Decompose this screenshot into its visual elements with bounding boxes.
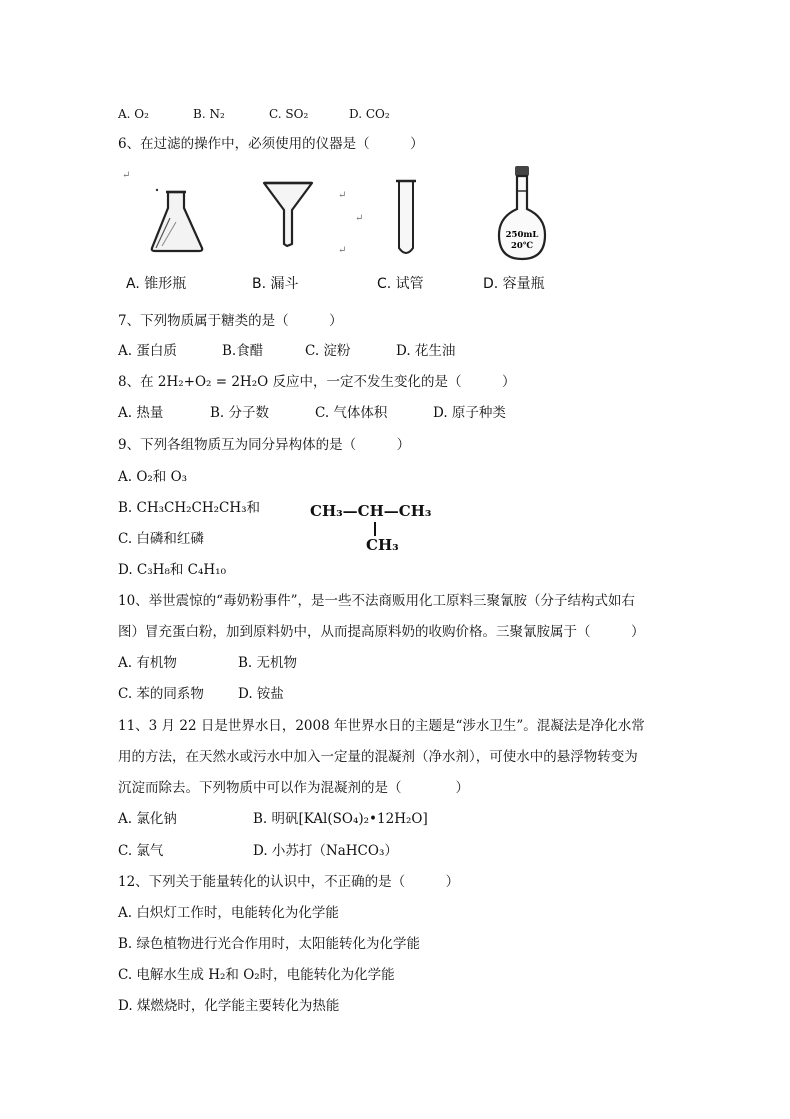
q9-option-a: A. O₂和 O₃ <box>118 469 188 485</box>
q10-option-c: C. 苯的同系物 <box>118 686 204 702</box>
q11-option-b: B. 明矾[KAl(SO₄)₂•12H₂O] <box>253 811 428 827</box>
structure-branch: CH₃ <box>366 536 399 554</box>
q8-options <box>118 404 506 422</box>
q11-line2: 用的方法，在天然水或污水中加入一定量的混凝剂（净水剂），可使水中的悬浮物转变为 <box>118 749 638 765</box>
isobutane-structure <box>310 498 460 563</box>
q6-caption-c: C. 试管 <box>377 276 424 292</box>
conical-flask-icon <box>148 188 206 254</box>
q11-options-row2 <box>118 842 398 860</box>
q11-option-c: C. 氯气 <box>118 843 164 859</box>
structure-bond <box>374 522 376 536</box>
q7-option-d: D. 花生油 <box>396 343 456 359</box>
q9-option-c: C. 白磷和红磷 <box>118 531 204 547</box>
q11-option-d: D. 小苏打（NaHCO₃） <box>253 843 398 859</box>
q12-option-d: D. 煤燃烧时，化学能主要转化为热能 <box>118 998 340 1014</box>
q8-option-c: C. 气体体积 <box>315 405 388 421</box>
q10-line1: 10、举世震惊的“毒奶粉事件”，是一些不法商贩用化工原料三聚氰胺（分子结构式如右 <box>118 593 635 609</box>
test-tube-icon <box>394 178 418 258</box>
q5-option-a: A. O₂ <box>118 107 149 121</box>
q8-option-b: B. 分子数 <box>210 405 270 421</box>
q6-caption-a: A. 锥形瓶 <box>126 276 187 292</box>
q10-option-a: A. 有机物 <box>118 655 177 671</box>
q6-caption-b: B. 漏斗 <box>252 276 299 292</box>
q8-stem: 8、在 2H₂+O₂ = 2H₂O 反应中，一定不发生变化的是（ ） <box>118 374 516 390</box>
q12-option-a: A. 白炽灯工作时，电能转化为化学能 <box>118 905 339 921</box>
q7-stem: 7、下列物质属于糖类的是（ ） <box>118 313 343 329</box>
q10-options-row2 <box>118 685 284 703</box>
q9-option-b: B. CH₃CH₂CH₂CH₃和 <box>118 500 261 516</box>
q10-option-b: B. 无机物 <box>238 655 298 671</box>
q12-option-c: C. 电解水生成 H₂和 O₂时，电能转化为化学能 <box>118 967 395 983</box>
q5-option-b: B. N₂ <box>193 107 225 121</box>
q8-option-a: A. 热量 <box>118 405 164 421</box>
q11-line3: 沉淀而除去。下列物质中可以作为混凝剂的是（ ） <box>118 780 469 796</box>
q7-option-a: A. 蛋白质 <box>118 343 177 359</box>
q5-options <box>118 105 390 123</box>
return-mark: ↵ <box>338 190 347 201</box>
q9-stem: 9、下列各组物质互为同分异构体的是（ ） <box>118 437 411 453</box>
q6-caption-d: D. 容量瓶 <box>483 276 545 292</box>
return-mark: ↵ <box>355 213 364 224</box>
flask-temp-label: 20℃ <box>510 241 534 251</box>
q10-line2: 图）冒充蛋白粉，加到原料奶中，从而提高原料奶的收购价格。三聚氰胺属于（ ） <box>118 624 645 640</box>
q9-option-d: D. C₃H₈和 C₄H₁₀ <box>118 562 226 578</box>
q5-option-d: D. CO₂ <box>349 107 390 121</box>
q8-option-d: D. 原子种类 <box>433 405 506 421</box>
flask-volume-label: 250mL <box>505 230 539 240</box>
q7-option-c: C. 淀粉 <box>305 343 351 359</box>
return-mark: ↵ <box>338 245 347 256</box>
q11-option-a: A. 氯化钠 <box>118 811 177 827</box>
q7-option-b: B.食醋 <box>222 343 264 359</box>
q12-option-b: B. 绿色植物进行光合作用时，太阳能转化为化学能 <box>118 936 421 952</box>
q6-stem: 6、在过滤的操作中，必须使用的仪器是（ ） <box>118 136 424 152</box>
q12-stem: 12、下列关于能量转化的认识中，不正确的是（ ） <box>118 874 460 890</box>
structure-main-chain: CH₃—CH—CH₃ <box>310 502 432 520</box>
q5-option-c: C. SO₂ <box>269 107 309 121</box>
funnel-icon <box>262 180 314 248</box>
q11-line1: 11、3 月 22 日是世界水日，2008 年世界水日的主题是“涉水卫生”。混凝法是净化水常 <box>118 718 645 734</box>
q10-options-row1 <box>118 654 297 672</box>
q11-options-row1 <box>118 810 428 828</box>
return-mark: ↵ <box>122 170 131 181</box>
volumetric-flask-icon <box>496 165 548 263</box>
q7-options <box>118 342 455 360</box>
q10-option-d: D. 铵盐 <box>238 686 284 702</box>
